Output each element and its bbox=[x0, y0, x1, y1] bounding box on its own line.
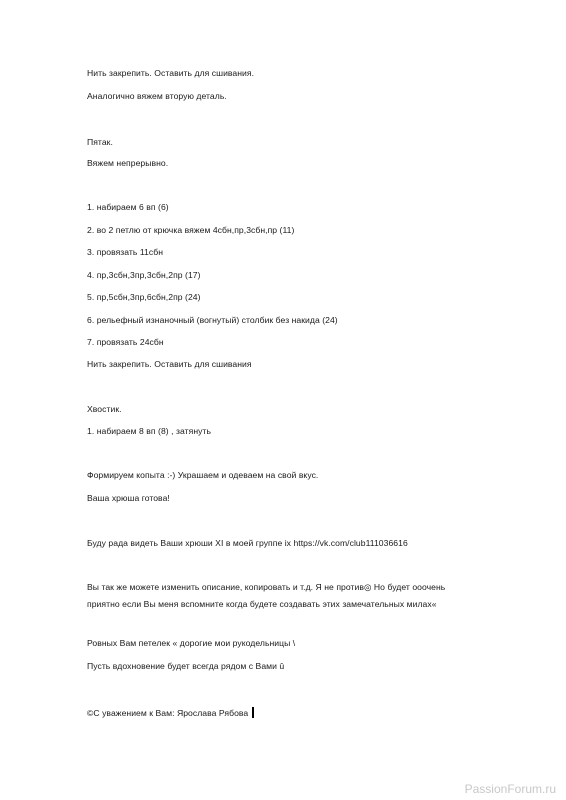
text-line: Пусть вдохновение будет всегда рядом с Вами û bbox=[87, 661, 285, 671]
signature-text: ©С уважением к Вам: Ярослава Рябова bbox=[87, 708, 249, 718]
pattern-row: 2. во 2 петлю от крючка вяжем 4сбн,пр,3сбн,пр (11) bbox=[87, 225, 295, 235]
text-line: Ровных Вам петелек « дорогие мои рукодельницы \ bbox=[87, 638, 296, 648]
text-line: Нить закрепить. Оставить для сшивания. bbox=[87, 68, 255, 78]
text-line: Вяжем непрерывно. bbox=[87, 158, 169, 168]
text-line: Формируем копыта :-) Украшаем и одеваем на свой вкус. bbox=[87, 470, 319, 480]
pattern-row: 1. набираем 8 вп (8) , затянуть bbox=[87, 426, 212, 436]
pattern-row: 5. пр,5сбн,3пр,6сбн,2пр (24) bbox=[87, 292, 201, 302]
text-line: Нить закрепить. Оставить для сшивания bbox=[87, 359, 252, 369]
pattern-row: 4. пр,3сбн,3пр,3сбн,2пр (17) bbox=[87, 270, 201, 280]
pattern-row: 1. набираем 6 вп (6) bbox=[87, 202, 169, 212]
text-line: Ваша хрюша готова! bbox=[87, 493, 170, 503]
signature-line bbox=[87, 707, 254, 719]
section-heading-khvostik: Хвостик. bbox=[87, 404, 122, 414]
text-line: приятно если Вы меня вспомните когда будете создавать этих замечательных милах« bbox=[87, 599, 437, 609]
pattern-row: 7. провязать 24сбн bbox=[87, 337, 164, 347]
watermark: PassionForum.ru bbox=[464, 782, 556, 796]
pattern-row: 3. провязать 11сбн bbox=[87, 247, 164, 257]
text-line: Аналогично вяжем вторую деталь. bbox=[87, 91, 227, 101]
text-line: Вы так же можете изменить описание, копировать и т.д. Я не против◎ Но будет ооочень bbox=[87, 582, 446, 592]
text-line-group-link: Буду рада видеть Ваши хрюши XI в моей группе ix https://vk.com/club111036616 bbox=[87, 538, 408, 548]
text-cursor bbox=[252, 707, 254, 718]
section-heading-pyatak: Пятак. bbox=[87, 137, 113, 147]
pattern-row: 6. рельефный изнаночный (вогнутый) столбик без накида (24) bbox=[87, 315, 338, 325]
